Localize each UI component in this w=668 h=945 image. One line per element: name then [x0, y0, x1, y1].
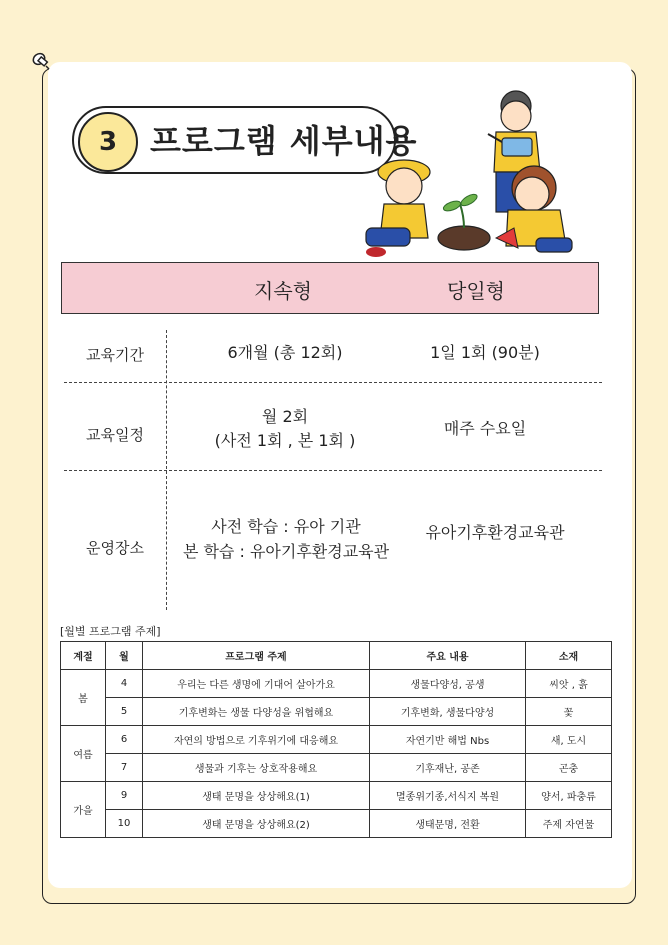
schedule-persistent-line2: (사전 1회 , 본 1회 ) — [214, 431, 356, 450]
col-season: 계절 — [61, 642, 106, 670]
material-cell: 씨앗 , 흙 — [526, 670, 612, 698]
season-cell: 가을 — [61, 782, 106, 838]
col-theme: 프로그램 주제 — [143, 642, 370, 670]
theme-cell: 우리는 다른 생명에 기대어 살아가요 — [143, 670, 370, 698]
month-cell: 7 — [106, 754, 143, 782]
header-oneday: 당일형 — [447, 279, 505, 303]
col-content: 주요 내용 — [370, 642, 526, 670]
table-row — [61, 670, 612, 698]
content-cell: 기후변화, 생물다양성 — [370, 698, 526, 726]
month-cell: 10 — [106, 810, 143, 838]
theme-cell: 생태 문명을 상상해요(2) — [143, 810, 370, 838]
month-cell: 5 — [106, 698, 143, 726]
material-cell: 새, 도시 — [526, 726, 612, 754]
content-cell: 생태문명, 전환 — [370, 810, 526, 838]
content-cell: 생물다양성, 공생 — [370, 670, 526, 698]
schedule-oneday: 매주 수요일 — [443, 419, 527, 438]
schedule-persistent-line1: 월 2회 — [261, 407, 309, 426]
material-cell: 곤충 — [526, 754, 612, 782]
table-row — [61, 698, 612, 726]
month-cell: 4 — [106, 670, 143, 698]
row-divider — [64, 470, 602, 471]
material-cell: 꽃 — [526, 698, 612, 726]
period-persistent: 6개월 (총 12회) — [227, 343, 343, 362]
location-persistent-line1: 사전 학습 : 유아 기관 — [211, 517, 361, 536]
period-oneday: 1일 1회 (90분) — [430, 343, 540, 362]
theme-cell: 생물과 기후는 상호작용해요 — [143, 754, 370, 782]
location-persistent-line2: 본 학습 : 유아기후환경교육관 — [182, 542, 390, 561]
children-gardening-illustration — [356, 88, 582, 260]
content-cell: 멸종위기종,서식지 복원 — [370, 782, 526, 810]
month-cell: 9 — [106, 782, 143, 810]
table-row — [61, 810, 612, 838]
comparison-header — [61, 262, 599, 314]
content-cell: 기후재난, 공존 — [370, 754, 526, 782]
theme-cell: 기후변화는 생물 다양성을 위협해요 — [143, 698, 370, 726]
table-row — [61, 754, 612, 782]
section-number: 3 — [78, 112, 138, 172]
season-cell: 여름 — [61, 726, 106, 782]
material-cell: 양서, 파충류 — [526, 782, 612, 810]
season-cell: 봄 — [61, 670, 106, 726]
table-header-row — [61, 642, 612, 670]
table-row — [61, 782, 612, 810]
page-title: 프로그램 세부내용 — [150, 122, 418, 160]
col-material: 소재 — [526, 642, 612, 670]
table-row — [61, 726, 612, 754]
theme-cell: 생태 문명을 상상해요(1) — [143, 782, 370, 810]
month-cell: 6 — [106, 726, 143, 754]
col-month: 월 — [106, 642, 143, 670]
content-cell: 자연기반 해법 Nbs — [370, 726, 526, 754]
row-label-schedule: 교육일정 — [86, 426, 144, 444]
column-divider — [166, 330, 167, 610]
row-label-location: 운영장소 — [86, 539, 144, 557]
row-divider — [64, 382, 602, 383]
header-persistent: 지속형 — [254, 279, 312, 303]
location-oneday: 유아기후환경교육관 — [425, 523, 565, 542]
theme-cell: 자연의 방법으로 기후위기에 대응해요 — [143, 726, 370, 754]
monthly-caption: [월별 프로그램 주제] — [60, 625, 161, 638]
material-cell: 주제 자연물 — [526, 810, 612, 838]
row-label-period: 교육기간 — [86, 346, 144, 364]
monthly-program-table — [60, 641, 612, 838]
